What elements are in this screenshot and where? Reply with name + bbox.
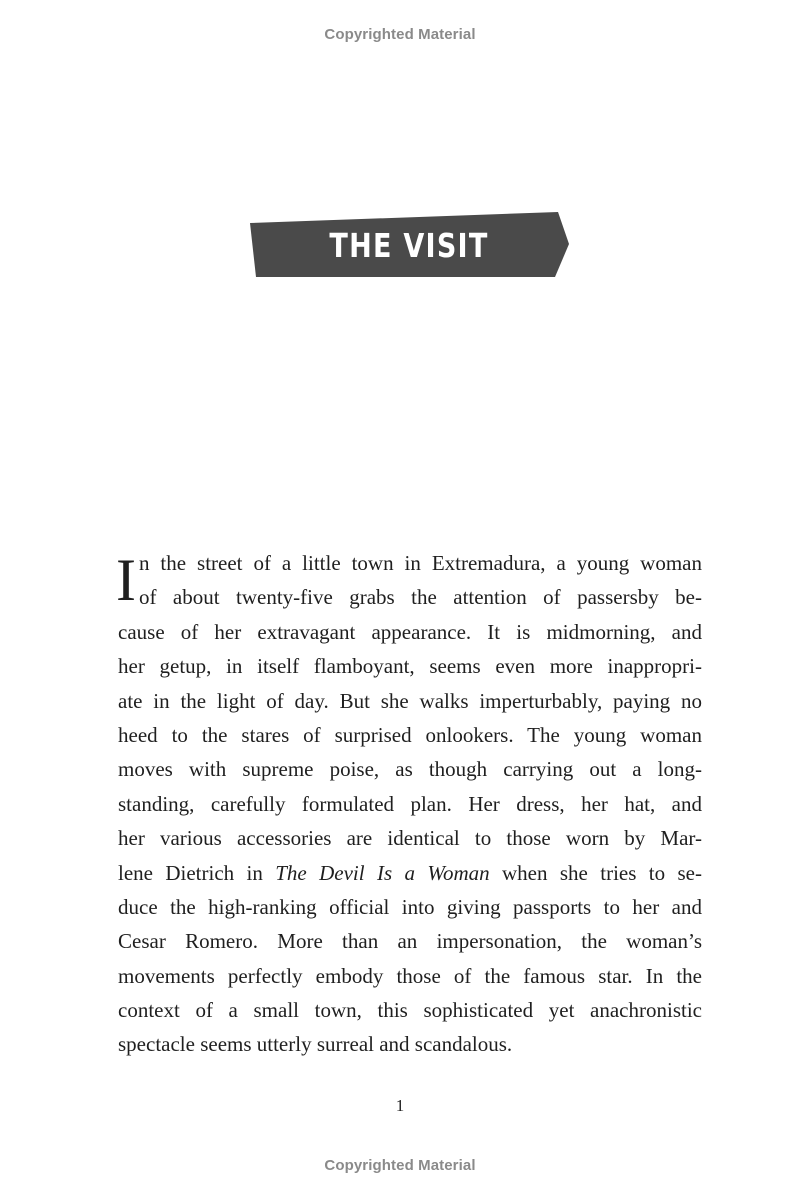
body-line: her various accessories are identical to those worn by Mar- [118, 826, 702, 851]
body-line-segment: when she tries to se- [489, 860, 702, 885]
chapter-title-banner [248, 211, 570, 278]
copyright-watermark-bottom: Copyrighted Material [324, 1157, 476, 1174]
body-line: duce the high-ranking official into giving passports to her and [118, 894, 702, 919]
body-line: cause of her extravagant appearance. It is midmorning, and [118, 619, 702, 644]
body-line: n the street of a little town in Extremadura, a young woman [138, 551, 702, 575]
body-line: her getup, in itself flamboyant, seems even more inappropri- [118, 654, 702, 679]
chapter-title: THE VISIT [329, 226, 489, 265]
film-title: The Devil Is a Woman [275, 860, 490, 885]
body-line: heed to the stares of surprised onlookers. The young woman [118, 722, 702, 747]
chapter-body [118, 546, 702, 1062]
body-line: movements perfectly embody those of the famous star. In the [118, 963, 702, 988]
drop-cap: I [116, 547, 136, 613]
body-line: moves with supreme poise, as though carrying out a long- [118, 757, 702, 782]
body-line: Cesar Romero. More than an impersonation, the woman’s [118, 929, 702, 954]
body-line-with-film-title [118, 856, 702, 890]
copyright-watermark-top: Copyrighted Material [324, 26, 476, 43]
body-line-segment: lene Dietrich in [118, 860, 276, 885]
body-line: of about twenty-five grabs the attention of passersby be- [138, 585, 702, 610]
body-line: standing, carefully formulated plan. Her dress, her hat, and [118, 791, 702, 816]
body-line: ate in the light of day. But she walks imperturbably, paying no [118, 688, 702, 713]
body-line: context of a small town, this sophisticated yet anachronistic [118, 998, 702, 1023]
page-number: 1 [395, 1096, 405, 1115]
body-line: spectacle seems utterly surreal and scandalous. [118, 1032, 513, 1057]
